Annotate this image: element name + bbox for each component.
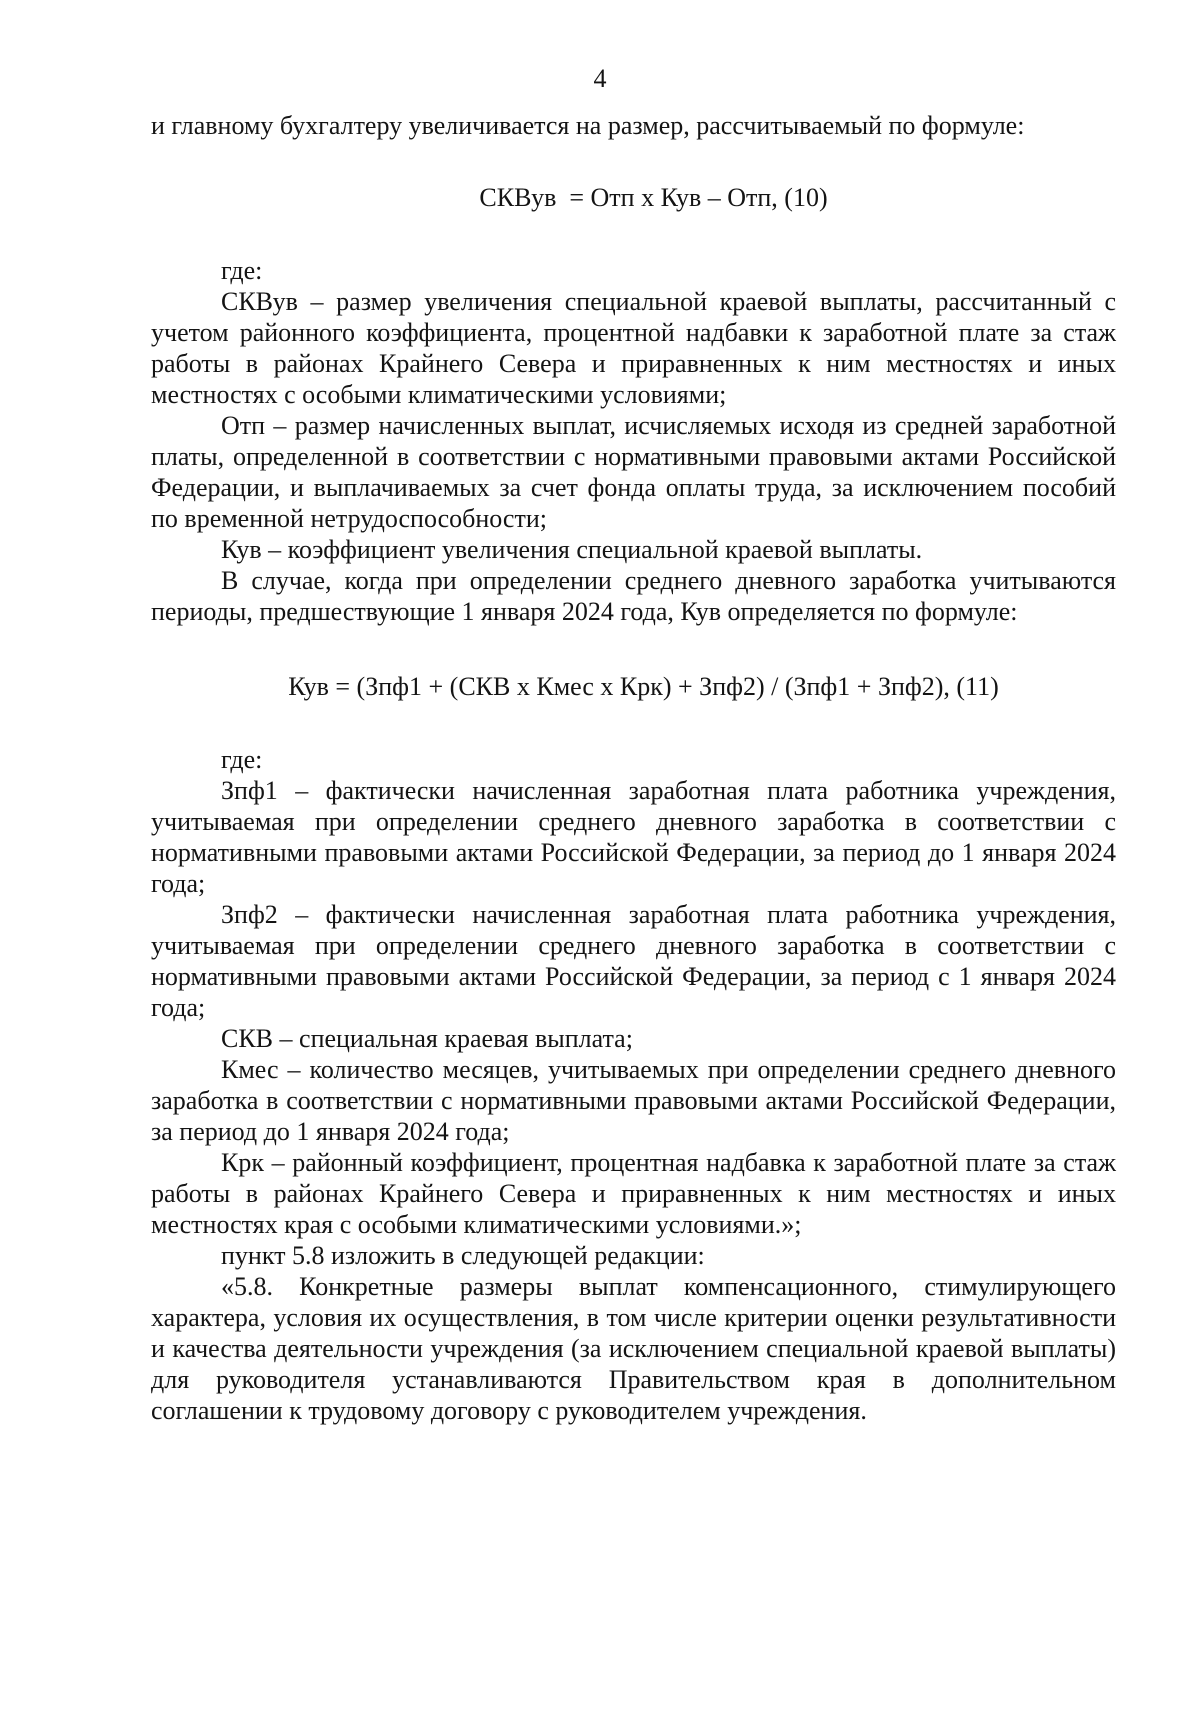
item-5-8-text: «5.8. Конкретные размеры выплат компенсационного, стимулирующего характера, условия их осуществления, в том числе критерии оценки результативности и качества деятельности учреждения (за исключением специальной краевой выплаты) для руководителя устанавливаются Правительством края в дополнительном соглашении к трудовому договору с руководителем учреждения. [151,1272,1116,1425]
definition-zpf1: Зпф1 – фактически начисленная заработная плата работника учреждения, учитываемая при определении среднего дневного заработка в соответствии с нормативными правовыми актами Российской Федерации, за период до 1 января 2024 года; [151,776,1116,898]
definition-kuv: Кув – коэффициент увеличения специальной краевой выплаты. [221,535,923,564]
definition-zpf2: Зпф2 – фактически начисленная заработная плата работника учреждения, учитываемая при определении среднего дневного заработка в соответствии с нормативными правовыми актами Российской Федерации, за период с 1 января 2024 года; [151,900,1116,1022]
definition-otp: Отп – размер начисленных выплат, исчисляемых исходя из средней заработной платы, определенной в соответствии с нормативными правовыми актами Российской Федерации, и выплачиваемых за счет фонда оплаты труда, за исключением пособий по временной нетрудоспособности; [151,411,1116,533]
where-label: где: [221,745,263,774]
item-5-8-intro: пункт 5.8 изложить в следующей редакции: [221,1241,705,1270]
formula-10: СКВув = Отп х Кув – Отп, (10) [479,183,828,212]
definition-kmes: Кмес – количество месяцев, учитываемых при определении среднего дневного заработка в соответствии с нормативными правовыми актами Российской Федерации, за период до 1 января 2024 года; [151,1055,1116,1146]
document-body [151,110,1116,1426]
where-label: где: [221,256,263,285]
intro-line: и главному бухгалтеру увеличивается на размер, рассчитываемый по формуле: [151,111,1025,140]
definition-skvuv: СКВув – размер увеличения специальной краевой выплаты, рассчитанный с учетом районного коэффициента, процентной надбавки к заработной плате за стаж работы в районах Крайнего Севера и приравненных к ним местностях и иных местностях с особыми климатическими условиями; [151,287,1116,409]
definition-krk: Крк – районный коэффициент, процентная надбавка к заработной плате за стаж работы в районах Крайнего Севера и приравненных к ним местностях и иных местностях края с особыми климатическими условиями.»; [151,1148,1116,1239]
case-paragraph: В случае, когда при определении среднего дневного заработка учитываются периоды, предшествующие 1 января 2024 года, Кув определяется по формуле: [151,566,1116,626]
page-number: 4 [593,64,607,93]
definition-skv: СКВ – специальная краевая выплата; [221,1024,633,1053]
formula-11: Кув = (Зпф1 + (СКВ х Кмес х Крк) + Зпф2) / (Зпф1 + Зпф2), (11) [288,672,999,701]
